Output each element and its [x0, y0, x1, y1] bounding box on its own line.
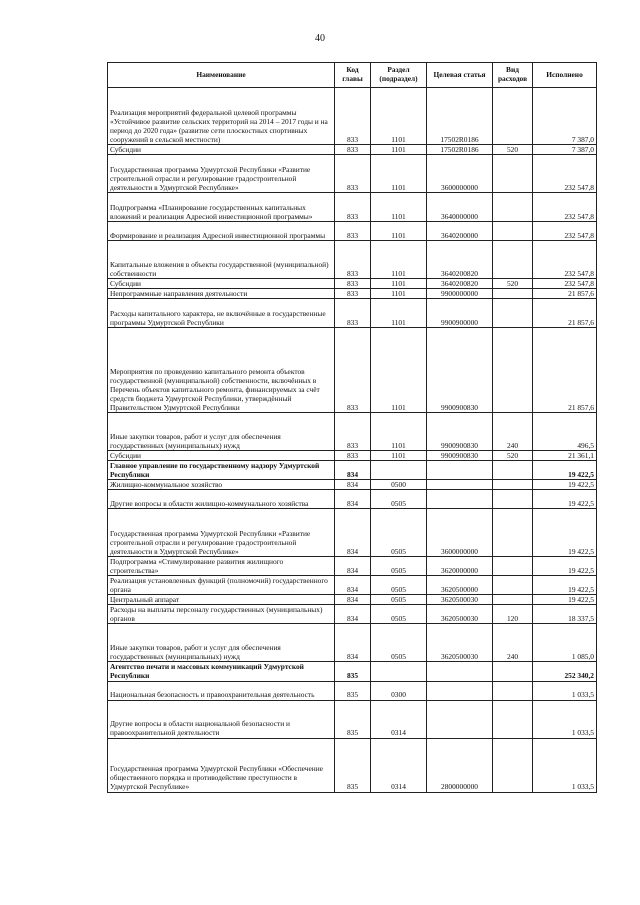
cell-name: Реализация установленных функций (полномочий) государственного органа	[108, 576, 335, 595]
cell-code: 835	[335, 700, 371, 738]
cell-name: Капитальные вложения в объекты государственной (муниципальной) собственности	[108, 241, 335, 279]
cell-target: 3620500000	[427, 576, 493, 595]
cell-section: 1101	[371, 222, 427, 241]
cell-type	[493, 557, 533, 576]
cell-section: 0314	[371, 738, 427, 792]
cell-target: 3620000000	[427, 557, 493, 576]
cell-code: 833	[335, 279, 371, 289]
cell-type: 240	[493, 624, 533, 662]
cell-type	[493, 299, 533, 328]
cell-target	[427, 461, 493, 480]
cell-section: 0505	[371, 624, 427, 662]
cell-type	[493, 461, 533, 480]
cell-target: 9900900000	[427, 299, 493, 328]
cell-executed: 232 547,8	[533, 241, 597, 279]
cell-section: 1101	[371, 413, 427, 451]
cell-type	[493, 738, 533, 792]
cell-section: 1101	[371, 193, 427, 222]
cell-code: 833	[335, 451, 371, 461]
cell-executed: 232 547,8	[533, 222, 597, 241]
table-row	[108, 738, 597, 792]
table-row	[108, 595, 597, 605]
cell-section: 0505	[371, 605, 427, 624]
table-row	[108, 700, 597, 738]
table-row	[108, 328, 597, 413]
cell-type: 240	[493, 413, 533, 451]
table-row	[108, 461, 597, 480]
cell-type	[493, 222, 533, 241]
cell-name: Государственная программа Удмуртской Республики «Развитие строительной отрасли и регулирование градостроительной деятельности в Удмуртской Республике»	[108, 155, 335, 193]
cell-name: Субсидии	[108, 145, 335, 155]
cell-target	[427, 681, 493, 700]
cell-section	[371, 461, 427, 480]
table-row	[108, 241, 597, 279]
cell-target: 3640000000	[427, 193, 493, 222]
cell-name: Иные закупки товаров, работ и услуг для обеспечения государственных (муниципальных) нужд	[108, 624, 335, 662]
cell-target: 3620500030	[427, 595, 493, 605]
cell-code: 833	[335, 299, 371, 328]
cell-target	[427, 490, 493, 509]
cell-type	[493, 662, 533, 681]
cell-executed: 21 857,6	[533, 299, 597, 328]
cell-section: 0505	[371, 509, 427, 557]
cell-target: 3620500030	[427, 624, 493, 662]
cell-code: 834	[335, 557, 371, 576]
cell-name: Другие вопросы в области жилищно-коммунального хозяйства	[108, 490, 335, 509]
cell-code: 834	[335, 595, 371, 605]
table-row	[108, 289, 597, 299]
cell-section: 1101	[371, 241, 427, 279]
cell-target: 2800000000	[427, 738, 493, 792]
page-number: 40	[315, 33, 325, 44]
cell-type	[493, 328, 533, 413]
cell-target: 3640200820	[427, 241, 493, 279]
cell-name: Агентство печати и массовых коммуникаций Удмуртской Республики	[108, 662, 335, 681]
table-body	[108, 88, 597, 793]
cell-code: 833	[335, 155, 371, 193]
budget-table	[107, 62, 597, 793]
table-row	[108, 605, 597, 624]
cell-section: 1101	[371, 145, 427, 155]
cell-code: 834	[335, 576, 371, 595]
cell-name: Жилищно-коммунальное хозяйство	[108, 480, 335, 490]
cell-executed: 19 422,5	[533, 576, 597, 595]
table-row	[108, 279, 597, 289]
cell-target: 3620500030	[427, 605, 493, 624]
cell-type: 520	[493, 279, 533, 289]
cell-section: 1101	[371, 155, 427, 193]
table-row	[108, 155, 597, 193]
cell-code: 834	[335, 490, 371, 509]
cell-executed: 1 033,5	[533, 681, 597, 700]
cell-target: 3640200820	[427, 279, 493, 289]
cell-executed: 19 422,5	[533, 461, 597, 480]
cell-type	[493, 88, 533, 145]
cell-type	[493, 595, 533, 605]
cell-section: 0505	[371, 595, 427, 605]
cell-executed: 19 422,5	[533, 480, 597, 490]
header-type: Вид расходов	[493, 63, 533, 88]
cell-name: Формирование и реализация Адресной инвестиционной программы	[108, 222, 335, 241]
header-code: Код главы	[335, 63, 371, 88]
cell-section: 0300	[371, 681, 427, 700]
cell-executed: 232 547,8	[533, 155, 597, 193]
cell-target: 9900000000	[427, 289, 493, 299]
table-row	[108, 222, 597, 241]
cell-code: 833	[335, 193, 371, 222]
cell-target: 3600000000	[427, 509, 493, 557]
table-row	[108, 509, 597, 557]
cell-type	[493, 289, 533, 299]
cell-executed: 496,5	[533, 413, 597, 451]
table-row	[108, 88, 597, 145]
cell-name: Подпрограмма «Планирование государственных капитальных вложений и реализация Адресной инвестиционной программы»	[108, 193, 335, 222]
cell-name: Государственная программа Удмуртской Республики «Обеспечение общественного порядка и противодействие преступности в Удмуртской Республике»	[108, 738, 335, 792]
cell-target: 9900900830	[427, 451, 493, 461]
table-row	[108, 557, 597, 576]
cell-section: 0314	[371, 700, 427, 738]
cell-name: Иные закупки товаров, работ и услуг для обеспечения государственных (муниципальных) нужд	[108, 413, 335, 451]
cell-code: 835	[335, 738, 371, 792]
cell-target	[427, 480, 493, 490]
cell-code: 834	[335, 509, 371, 557]
cell-name: Главное управление по государственному надзору Удмуртской Республики	[108, 461, 335, 480]
cell-code: 833	[335, 222, 371, 241]
cell-type	[493, 193, 533, 222]
cell-executed: 232 547,8	[533, 279, 597, 289]
cell-executed: 19 422,5	[533, 557, 597, 576]
table-header-row	[108, 63, 597, 88]
table-row	[108, 299, 597, 328]
cell-target: 17502R0186	[427, 145, 493, 155]
cell-code: 834	[335, 624, 371, 662]
cell-name: Другие вопросы в области национальной безопасности и правоохранительной деятельности	[108, 700, 335, 738]
cell-code: 833	[335, 289, 371, 299]
table-row	[108, 413, 597, 451]
cell-section: 0500	[371, 480, 427, 490]
cell-target: 9900900830	[427, 413, 493, 451]
cell-code: 834	[335, 605, 371, 624]
cell-section: 1101	[371, 328, 427, 413]
cell-section: 0505	[371, 576, 427, 595]
cell-name: Центральный аппарат	[108, 595, 335, 605]
cell-executed: 21 361,1	[533, 451, 597, 461]
cell-section: 0505	[371, 490, 427, 509]
cell-name: Субсидии	[108, 279, 335, 289]
cell-executed: 1 033,5	[533, 738, 597, 792]
cell-code: 834	[335, 461, 371, 480]
cell-code: 833	[335, 241, 371, 279]
header-section: Раздел (подраздел)	[371, 63, 427, 88]
cell-executed: 18 337,5	[533, 605, 597, 624]
cell-code: 835	[335, 662, 371, 681]
cell-executed: 252 340,2	[533, 662, 597, 681]
cell-code: 833	[335, 88, 371, 145]
cell-target: 9900900830	[427, 328, 493, 413]
cell-name: Национальная безопасность и правоохранительная деятельность	[108, 681, 335, 700]
cell-executed: 21 857,6	[533, 328, 597, 413]
cell-name: Подпрограмма «Стимулирование развития жилищного строительства»	[108, 557, 335, 576]
cell-target: 3640200000	[427, 222, 493, 241]
cell-executed: 1 033,5	[533, 700, 597, 738]
cell-executed: 232 547,8	[533, 193, 597, 222]
cell-executed: 19 422,5	[533, 595, 597, 605]
cell-executed: 19 422,5	[533, 509, 597, 557]
cell-type	[493, 490, 533, 509]
cell-code: 834	[335, 480, 371, 490]
cell-name: Субсидии	[108, 451, 335, 461]
cell-code: 833	[335, 413, 371, 451]
cell-code: 833	[335, 145, 371, 155]
cell-name: Расходы капитального характера, не включённые в государственные программы Удмуртской Республики	[108, 299, 335, 328]
table-row	[108, 145, 597, 155]
cell-target: 17502R0186	[427, 88, 493, 145]
cell-section: 1101	[371, 88, 427, 145]
cell-type	[493, 576, 533, 595]
table-row	[108, 681, 597, 700]
cell-section: 0505	[371, 557, 427, 576]
cell-name: Мероприятия по проведению капитального ремонта объектов государственной (муниципальной) собственности, включённых в Перечень объектов капитального ремонта, финансируемых за счёт средств бюджета Удмуртской Республики, утверждённый Правительством Удмуртской Республики	[108, 328, 335, 413]
cell-code: 835	[335, 681, 371, 700]
cell-section	[371, 662, 427, 681]
header-target: Целевая статья	[427, 63, 493, 88]
header-name: Наименование	[108, 63, 335, 88]
cell-name: Государственная программа Удмуртской Республики «Развитие строительной отрасли и регулирование градостроительной деятельности в Удмуртской Республике»	[108, 509, 335, 557]
table-row	[108, 624, 597, 662]
cell-executed: 21 857,6	[533, 289, 597, 299]
table-row	[108, 480, 597, 490]
cell-section: 1101	[371, 279, 427, 289]
cell-type	[493, 681, 533, 700]
cell-type: 120	[493, 605, 533, 624]
cell-type	[493, 509, 533, 557]
cell-name: Непрограммные направления деятельности	[108, 289, 335, 299]
cell-name: Расходы на выплаты персоналу государственных (муниципальных) органов	[108, 605, 335, 624]
cell-type	[493, 480, 533, 490]
cell-code: 833	[335, 328, 371, 413]
cell-type: 520	[493, 451, 533, 461]
table-row	[108, 193, 597, 222]
table-row	[108, 451, 597, 461]
cell-executed: 19 422,5	[533, 490, 597, 509]
cell-type	[493, 700, 533, 738]
cell-section: 1101	[371, 451, 427, 461]
cell-section: 1101	[371, 299, 427, 328]
table-row	[108, 662, 597, 681]
cell-type	[493, 241, 533, 279]
table-row	[108, 490, 597, 509]
cell-executed: 7 387,0	[533, 88, 597, 145]
cell-target: 3600000000	[427, 155, 493, 193]
cell-name: Реализация мероприятий федеральной целевой программы «Устойчивое развитие сельских территорий на 2014 – 2017 годы и на период до 2020 года» (развитие сети плоскостных спортивных сооружений в сельской местности)	[108, 88, 335, 145]
header-executed: Исполнено	[533, 63, 597, 88]
cell-target	[427, 662, 493, 681]
cell-type	[493, 155, 533, 193]
cell-type: 520	[493, 145, 533, 155]
cell-executed: 1 085,0	[533, 624, 597, 662]
cell-section: 1101	[371, 289, 427, 299]
table-row	[108, 576, 597, 595]
cell-executed: 7 387,0	[533, 145, 597, 155]
cell-target	[427, 700, 493, 738]
